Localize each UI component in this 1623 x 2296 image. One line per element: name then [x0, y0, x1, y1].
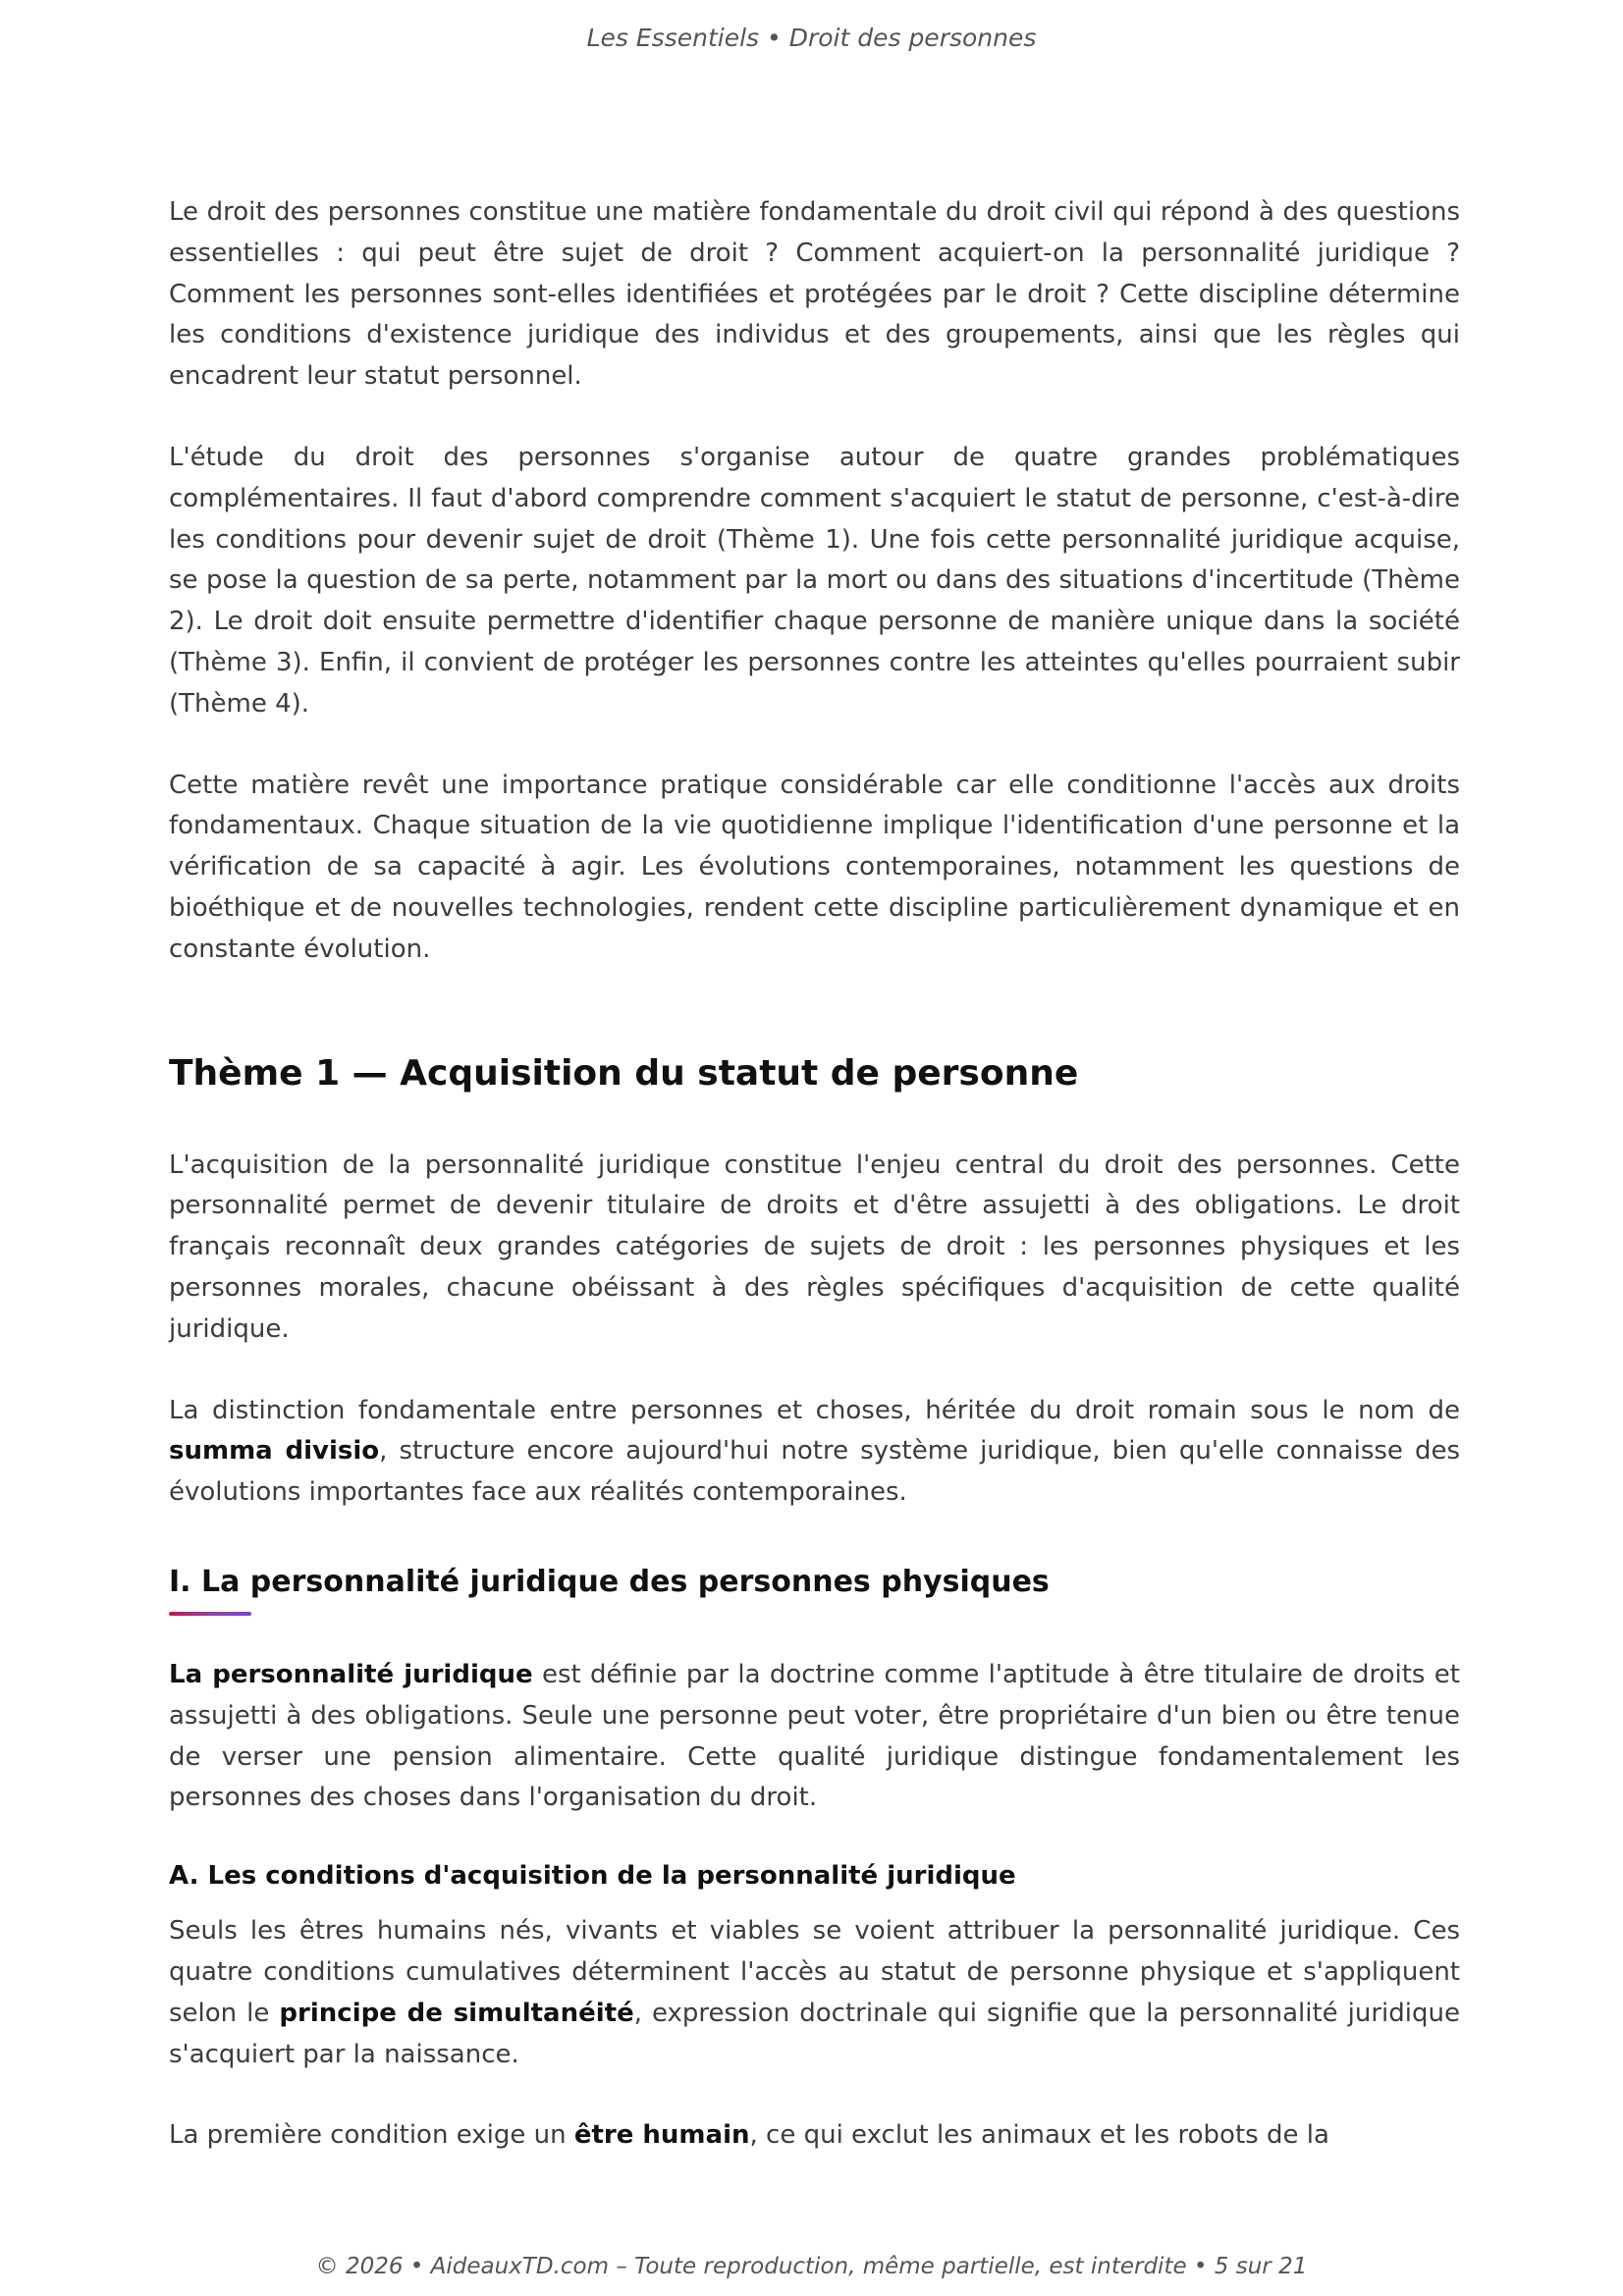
- subsection-a-paragraph-1: [169, 1911, 1460, 2075]
- text-segment: Seuls les êtres humains nés, vivants et viables se voient attribuer la personnalité juridique. Ces quatre conditions cumulatives déterminent l'accès au statut de personne physique et s'appliquent selon le: [169, 1916, 1460, 2028]
- running-footer: © 2026 • AideauxTD.com – Toute reproduction, même partielle, est interdite • 5 sur 21: [315, 2254, 1308, 2279]
- bold-term-principe-simultaneite: principe de simultanéité: [279, 1998, 634, 2028]
- text-segment: La première condition exige un: [169, 2120, 574, 2151]
- section-1-paragraph-1: [169, 1655, 1460, 1819]
- section-title-underline: [169, 1612, 251, 1616]
- theme-1-title: Thème 1 — Acquisition du statut de personne: [169, 1052, 1079, 1094]
- theme-1-paragraph-2: [169, 1391, 1460, 1514]
- document-body: [169, 192, 1460, 2157]
- text-segment: , expression doctrinale qui signifie que la personnalité juridique s'acquiert par la naissance.: [169, 1998, 1460, 2069]
- intro-paragraph-1: Le droit des personnes constitue une matière fondamentale du droit civil qui répond à des questions essentielles : qui peut être sujet de droit ? Comment acquiert-on la personnalité juridique ? Comment les personnes sont-elles identifiées et protégées par le droit ? Cette discipline détermine les conditions d'existence juridique des individus et des groupements, ainsi que les règles qui encadrent leur statut personnel.: [169, 197, 1460, 392]
- section-1-title: I. La personnalité juridique des personnes physiques: [169, 1564, 1050, 1599]
- text-segment: est définie par la doctrine comme l'aptitude à être titulaire de droits et assujetti à des obligations. Seule une personne peut voter, être propriétaire d'un bien ou être tenue de verser une pension alimentaire. Cette qualité juridique distingue fondamentalement les personnes des choses dans l'organisation du droit.: [169, 1659, 1460, 1813]
- bold-term-etre-humain: être humain: [573, 2120, 750, 2151]
- bold-term-personnalite-juridique: La personnalité juridique: [169, 1659, 533, 1689]
- subsection-a-title: A. Les conditions d'acquisition de la personnalité juridique: [169, 1861, 1016, 1892]
- subsection-a-paragraph-2: [169, 2115, 1460, 2157]
- text-segment: La distinction fondamentale entre personnes et choses, héritée du droit romain sous le nom de: [169, 1395, 1460, 1425]
- text-segment: , ce qui exclut les animaux et les robots de la: [749, 2120, 1329, 2151]
- running-header: Les Essentiels • Droit des personnes: [586, 24, 1037, 52]
- text-segment: , structure encore aujourd'hui notre système juridique, bien qu'elle connaisse des évolutions importantes face aux réalités contemporaines.: [169, 1436, 1460, 1508]
- theme-1-paragraph-1: L'acquisition de la personnalité juridique constitue l'enjeu central du droit des personnes. Cette personnalité permet de devenir titulaire de droits et d'être assujetti à des obligations. Le droit français reconnaît deux grandes catégories de sujets de droit : les personnes physiques et les personnes morales, chacune obéissant à des règles spécifiques d'acquisition de cette qualité juridique.: [169, 1149, 1460, 1344]
- intro-paragraph-3: Cette matière revêt une importance pratique considérable car elle conditionne l'accès aux droits fondamentaux. Chaque situation de la vie quotidienne implique l'identification d'une personne et la vérification de sa capacité à agir. Les évolutions contemporaines, notamment les questions de bioéthique et de nouvelles technologies, rendent cette discipline particulièrement dynamique et en constante évolution.: [169, 770, 1460, 964]
- bold-term-summa-divisio: summa divisio: [169, 1436, 380, 1467]
- intro-paragraph-2: L'étude du droit des personnes s'organise autour de quatre grandes problématiques complémentaires. Il faut d'abord comprendre comment s'acquiert le statut de personne, c'est-à-dire les conditions pour devenir sujet de droit (Thème 1). Une fois cette personnalité juridique acquise, se pose la question de sa perte, notamment par la mort ou dans des situations d'incertitude (Thème 2). Le droit doit ensuite permettre d'identifier chaque personne de manière unique dans la société (Thème 3). Enfin, il convient de protéger les personnes contre les atteintes qu'elles pourraient subir (Thème 4).: [169, 442, 1460, 719]
